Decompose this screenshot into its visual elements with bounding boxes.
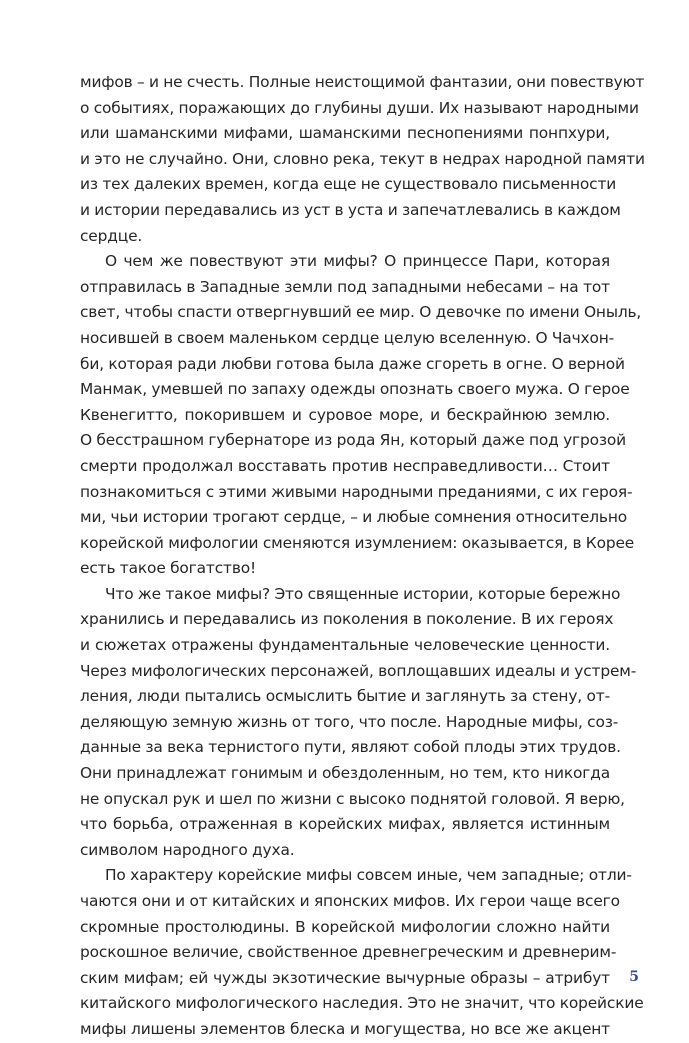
text-line: не опускал рук и шел по жизни с высоко поднятой головой. Я верю,	[80, 789, 625, 808]
text-line: мифы лишены элементов блеска и могущества, но все же акцент	[80, 1019, 610, 1038]
text-line: символом народного духа.	[80, 840, 295, 859]
text-line: чаются они и от китайских и японских мифов. Их герои чаще всего	[80, 892, 620, 910]
text-line: О бесстрашном губернаторе из рода Ян, который даже под угрозой	[80, 431, 627, 450]
text-line: деляющую земную жизнь от того, что после. Народные мифы, соз-	[80, 712, 619, 731]
text-line: или шаманскими мифами, шаманскими песнопениями понпхури,	[80, 124, 610, 143]
text-line: ления, люди пытались осмыслить бытие и заглянуть за стену, от-	[80, 687, 610, 706]
text-line: Манмак, умевшей по запаху одежды опознать своего мужа. О герое	[80, 380, 630, 399]
paragraph	[80, 70, 645, 249]
paragraph	[80, 582, 637, 864]
page-number: 5	[629, 969, 639, 985]
text-line: отправилась в Западные земли под западными небесами – на тот	[80, 277, 610, 296]
text-line: из тех далеких времен, когда еще не существовало письменности	[80, 175, 617, 194]
text-line: Квенегитто, покорившем и суровое море, и бескрайнюю землю.	[80, 405, 610, 424]
text-line: Что же такое мифы? Это священные истории, которые бережно	[105, 584, 621, 603]
text-line: и это не случайно. Они, словно река, текут в недрах народной памяти	[80, 149, 645, 168]
text-line: и истории передавались из уст в уста и запечатлевались в каждом	[80, 200, 621, 219]
text-line: роскошное величие, свойственное древнегреческим и древнерим-	[80, 943, 617, 962]
text-line: носившей в своем маленьком сердце целую вселенную. О Чачхон-	[80, 328, 615, 347]
paragraph	[80, 249, 642, 582]
text-line: хранились и передавались из поколения в поколение. В их героях	[80, 610, 614, 629]
text-line: сердце.	[80, 226, 143, 245]
text-line: и сюжетах отражены фундаментальные человеческие ценности.	[80, 636, 610, 655]
text-line: би, которая ради любви готова была даже сгореть в огне. О верной	[80, 354, 625, 373]
body-text	[80, 70, 645, 1043]
text-line: Через мифологических персонажей, воплощавших идеалы и устрем-	[80, 661, 637, 680]
text-line: свет, чтобы спасти отвергнувший ее мир. О девочке по имени Оныль,	[80, 303, 642, 322]
text-line: ми, чьи истории трогают сердце, – и любые сомнения относительно	[80, 508, 628, 527]
text-line: о событиях, поражающих до глубины души. Их называют народными	[80, 98, 639, 117]
text-line: смерти продолжал восставать против несправедливости… Стоит	[80, 456, 610, 475]
text-line: есть такое богатство!	[80, 559, 257, 578]
text-line: скромные простолюдины. В корейской мифологии сложно найти	[80, 917, 610, 936]
text-line: ским мифам; ей чужды экзотические вычурные образы – атрибут	[80, 968, 610, 987]
text-line: Они принадлежат гонимым и обездоленным, но тем, кто никогда	[80, 764, 610, 783]
text-line: данные за века тернистого пути, являют собой плоды этих трудов.	[80, 738, 621, 757]
text-line: что борьба, отраженная в корейских мифах, является истинным	[80, 815, 610, 834]
paragraph	[80, 863, 644, 1042]
text-line: По характеру корейские мифы совсем иные, чем западные; отли-	[105, 866, 632, 885]
text-line: О чем же повествуют эти мифы? О принцессе Пари, которая	[105, 252, 610, 271]
text-line: познакомиться с этими живыми народными преданиями, с их героя-	[80, 482, 633, 501]
text-line: мифов – и не счесть. Полные неистощимой фантазии, они повествуют	[80, 73, 645, 91]
text-line: китайского мифологического наследия. Это не значит, что корейские	[80, 994, 644, 1013]
text-line: корейской мифологии сменяются изумлением: оказывается, в Корее	[80, 533, 635, 552]
